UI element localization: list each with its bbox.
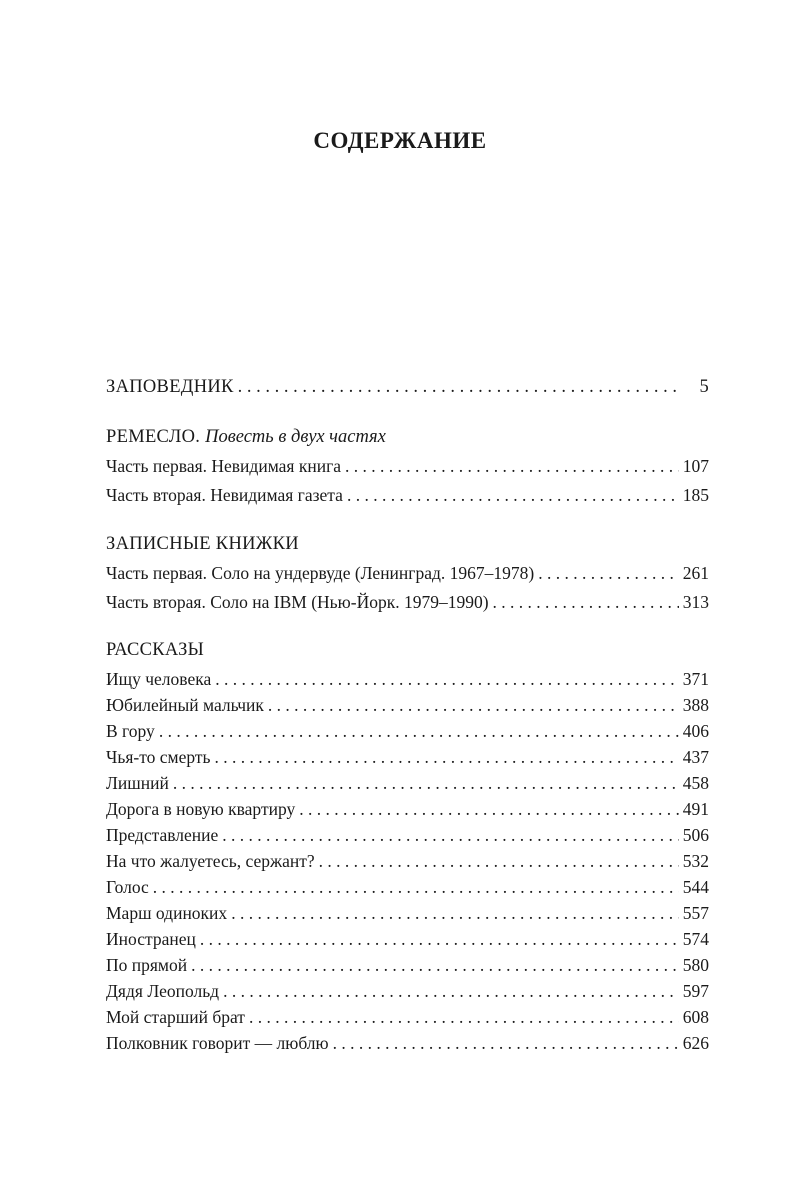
toc-entry-title: Ищу человека [106,669,212,689]
toc-entry-title: Часть первая. Соло на ундервуде (Ленинград. 1967–1978) [106,563,535,583]
toc-entry-page: 313 [682,592,709,612]
toc-entry-title: Дорога в новую квартиру [106,799,296,819]
toc-entry[interactable] [106,1006,709,1028]
toc-entry-title: Чья-то смерть [106,747,211,767]
toc-entry[interactable] [106,562,709,584]
section-heading-title: ЗАПИСНЫЕ КНИЖКИ [106,534,299,554]
leader-dots [222,824,678,846]
toc-entry[interactable] [106,746,709,768]
leader-dots [538,562,679,584]
toc-entry-title: Лишний [106,773,169,793]
toc-entry[interactable] [106,850,709,872]
leader-dots [238,376,679,398]
toc-entry-page: 437 [682,747,709,767]
leader-dots [333,1032,679,1054]
toc-entry-page: 491 [682,799,709,819]
leader-dots [153,876,679,898]
leader-dots [319,850,679,872]
toc-entry[interactable] [106,455,709,477]
leader-dots [215,746,679,768]
toc-entry-page: 261 [682,563,709,583]
leader-dots [268,694,679,716]
toc-entry-title: Представление [106,825,219,845]
toc-entry[interactable] [106,591,709,613]
toc-entry-title: Часть вторая. Соло на IBM (Нью-Йорк. 1979–1990) [106,592,489,612]
toc-entry-page: 458 [682,773,709,793]
toc-entry[interactable] [106,902,709,924]
section-heading-title: РЕМЕСЛО. [106,427,201,447]
leader-dots [173,772,679,794]
toc-entry-title: Полковник говорит — люблю [106,1033,329,1053]
toc-entry-page: 532 [682,851,709,871]
toc-entry[interactable] [106,668,709,690]
leader-dots [159,720,679,742]
section-heading-remeslo [106,426,386,448]
leader-dots [347,484,679,506]
toc-entry-page: 371 [682,669,709,689]
toc-entry-title: Голос [106,877,149,897]
toc-entry[interactable] [106,980,709,1002]
toc-entry-title: Часть вторая. Невидимая газета [106,485,343,505]
toc-entry-title: Часть первая. Невидимая книга [106,456,342,476]
leader-dots [249,1006,679,1028]
leader-dots [231,902,679,924]
toc-entry-page: 5 [699,377,709,397]
toc-entry[interactable] [106,928,709,950]
toc-entry-page: 580 [682,955,709,975]
leader-dots [215,668,679,690]
toc-entry[interactable] [106,798,709,820]
toc-entry[interactable] [106,484,709,506]
section-heading-rasskazy [106,639,204,661]
toc-entry-page: 626 [682,1033,709,1053]
toc-entry-title: ЗАПОВЕДНИК [106,377,234,397]
toc-entry[interactable] [106,772,709,794]
leader-dots [223,980,679,1002]
toc-entry[interactable] [106,824,709,846]
toc-entry-page: 185 [682,485,709,505]
toc-entry-page: 506 [682,825,709,845]
toc-entry[interactable] [106,1032,709,1054]
toc-entry-title: На что жалуетесь, сержант? [106,851,315,871]
toc-entry[interactable] [106,876,709,898]
toc-entry[interactable] [106,694,709,716]
toc-entry[interactable] [106,954,709,976]
leader-dots [200,928,679,950]
toc-entry-page: 544 [682,877,709,897]
toc-entry-title: Мой старший брат [106,1007,245,1027]
toc-entry-page: 557 [682,903,709,923]
toc-entry[interactable] [106,720,709,742]
toc-entry-page: 107 [682,456,709,476]
leader-dots [493,591,679,613]
toc-entry-page: 608 [682,1007,709,1027]
toc-entry-page: 406 [682,721,709,741]
toc-entry-title: Юбилейный мальчик [106,695,264,715]
toc-entry-title: По прямой [106,955,188,975]
toc-entry-page: 574 [682,929,709,949]
toc-entry-title: В гору [106,721,155,741]
toc-entry-title: Иностранец [106,929,196,949]
toc-entry-page: 388 [682,695,709,715]
page-title: СОДЕРЖАНИЕ [313,128,487,153]
leader-dots [299,798,679,820]
toc-entry-title: Марш одиноких [106,903,228,923]
leader-dots [345,455,679,477]
section-heading-title: РАССКАЗЫ [106,640,205,660]
section-heading-subtitle: Повесть в двух частях [205,427,386,447]
toc-entry-title: Дядя Леопольд [106,981,220,1001]
leader-dots [191,954,679,976]
section-heading-zapisnye [106,533,299,555]
toc-entry-page: 597 [682,981,709,1001]
toc-entry-zapovednik[interactable] [106,376,709,398]
